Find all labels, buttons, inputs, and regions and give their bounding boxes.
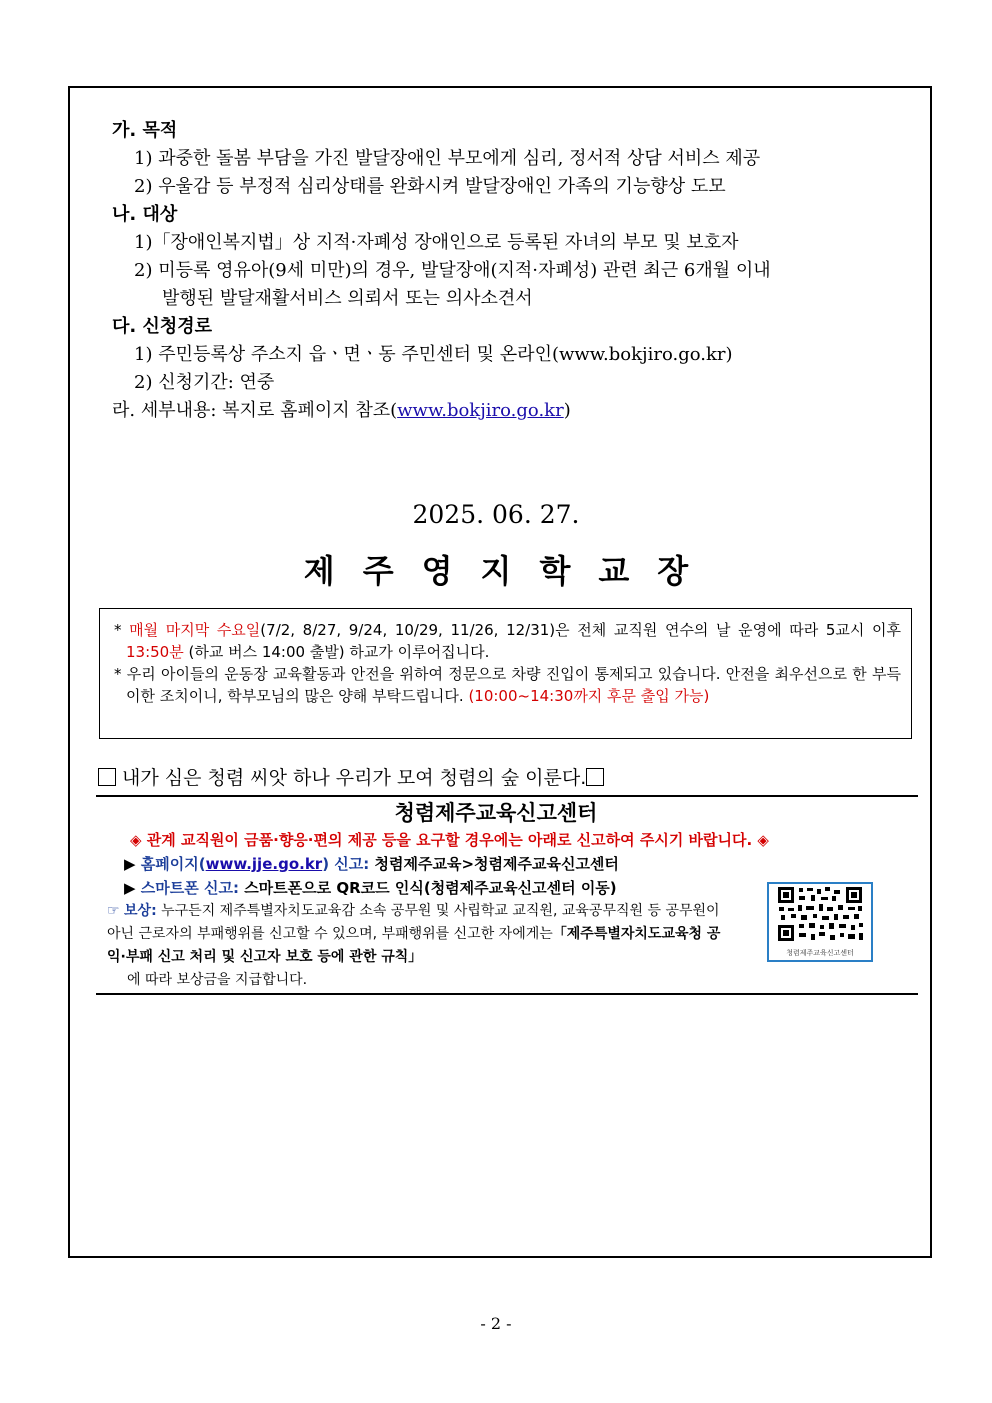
qr-caption: 청렴제주교육신고센터 bbox=[786, 949, 854, 957]
qr-code[interactable] bbox=[767, 882, 873, 962]
school-principal: 제주영지학교장 bbox=[303, 552, 717, 590]
integrity-slogan bbox=[98, 763, 604, 790]
homepage-report: ▶ 홈페이지(www.jje.go.kr) 신고: 청렴제주교육>청렴제주교육신고센터 bbox=[124, 855, 619, 873]
qr-code-icon bbox=[769, 884, 871, 946]
pointing-hand-icon: ☞ bbox=[107, 903, 120, 919]
purpose-heading: 가. 목적 bbox=[112, 120, 178, 141]
notice-red-time: 13:50분 bbox=[126, 643, 184, 661]
triangle-right-icon: ▶ bbox=[124, 879, 136, 897]
notice-item-2: * 우리 아이들의 운동장 교육활동과 안전을 위하여 정문으로 차량 진입이 통제되고 있습니다. 안전을 최우선으로 한 부득이한 조치이니, 학부모님의 많은 양해 부탁드립니다. (10:00~14:30까지 후문 출입 가능) bbox=[114, 665, 901, 705]
purpose-item-1: 1) 과중한 돌봄 부담을 가진 발달장애인 부모에게 심리, 정서적 상담 서비스 제공 bbox=[134, 148, 761, 169]
triangle-right-icon: ▶ bbox=[124, 855, 136, 873]
reward-text: ☞ 보상: 누구든지 제주특별자치도교육감 소속 공무원 및 사립학교 교직원, 교육공무직원 등 공무원이 아닌 근로자의 부패행위를 신고할 수 있으며, 부패행위를 신고한 자에게는「제주특별자치도교육청 공익·부패 신고 처리 및 신고자 보호 등에 관한 규칙」 에 따라 보상금을 지급합니다. bbox=[107, 903, 721, 988]
page-number: - 2 - bbox=[480, 1314, 512, 1333]
details-prefix: 라. 세부내용: 복지로 홈페이지 참조( bbox=[112, 400, 398, 421]
apply-item-1: 1) 주민등록상 주소지 읍ㆍ면ㆍ동 주민센터 및 온라인(www.bokjiro.go.kr) bbox=[134, 344, 733, 365]
jje-link[interactable]: www.jje.go.kr bbox=[205, 855, 323, 873]
bokjiro-link[interactable]: www.bokjiro.go.kr bbox=[397, 400, 564, 421]
checkbox-icon bbox=[586, 768, 604, 786]
phone-report: ▶ 스마트폰 신고: 스마트폰으로 QR코드 인식(청렴제주교육신고센터 이동) bbox=[124, 879, 617, 897]
notice-red-gate: (10:00~14:30까지 후문 출입 가능) bbox=[468, 687, 710, 705]
target-item-2-cont: 발행된 발달재활서비스 의뢰서 또는 의사소견서 bbox=[162, 288, 533, 309]
document-date: 2025. 06. 27. bbox=[412, 500, 580, 529]
details-line bbox=[112, 399, 571, 423]
target-item-1: 1)「장애인복지법」상 지적·자폐성 장애인으로 등록된 자녀의 부모 및 보호자 bbox=[134, 232, 739, 253]
notice-box bbox=[99, 608, 912, 739]
details-suffix: ) bbox=[563, 400, 571, 421]
purpose-item-2: 2) 우울감 등 부정적 심리상태를 완화시켜 발달장애인 가족의 기능향상 도모 bbox=[134, 176, 726, 197]
checkbox-icon bbox=[98, 768, 116, 786]
integrity-alert: ◈ 관계 교직원이 금품·향응·편의 제공 등을 요구할 경우에는 아래로 신고하여 주시기 바랍니다. ◈ bbox=[130, 831, 769, 849]
slogan-text: 내가 심은 청렴 씨앗 하나 우리가 모여 청렴의 숲 이룬다. bbox=[122, 767, 587, 789]
apply-heading: 다. 신청경로 bbox=[112, 316, 213, 337]
apply-item-2: 2) 신청기간: 연중 bbox=[134, 372, 275, 393]
divider-bottom bbox=[96, 993, 918, 995]
target-item-2: 2) 미등록 영유아(9세 미만)의 경우, 발달장애(지적·자폐성) 관련 최근 6개월 이내 bbox=[134, 260, 771, 281]
notice-item-1: * 매월 마지막 수요일(7/2, 8/27, 9/24, 10/29, 11/26, 12/31)은 전체 교직원 연수의 날 운영에 따라 5교시 이후 13:50분 (하교 버스 14:00 출발) 하교가 이루어집니다. bbox=[114, 621, 901, 661]
target-heading: 나. 대상 bbox=[112, 204, 178, 225]
notice-red-wednesday: 매월 마지막 수요일 bbox=[129, 621, 261, 639]
integrity-center-title: 청렴제주교육신고센터 bbox=[394, 801, 598, 825]
